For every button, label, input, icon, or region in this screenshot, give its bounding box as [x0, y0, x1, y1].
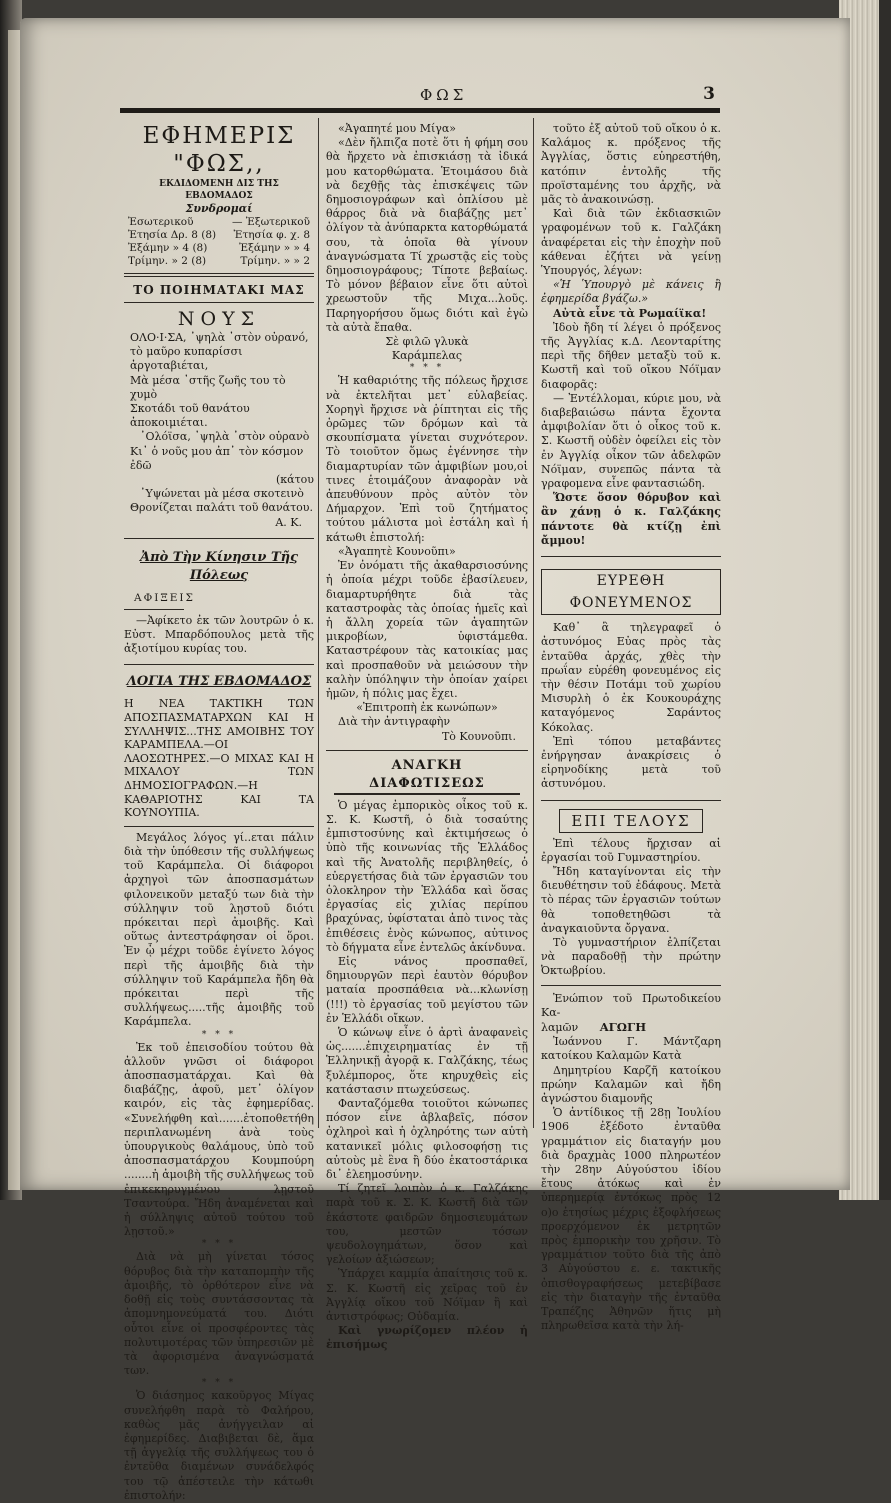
section-rule	[326, 750, 528, 751]
anagki-continued: — Ἐντέλλομαι, κύριε μου, νὰ διαβεβαιώσω πάντα ἔχοντα ἀμφιβολίαν ὅτι ὁ οἶκος τοῦ κ. Σ. Κωστῆ οὐδὲν ὀφείλει εἰς τὸν ἐν Ἀγγλίᾳ οἶκον τῶν ἀδελφῶν Νόϊμαν, συνεπῶς πάντα τὰ γραφομενα εἶνε φαντασιώδη.	[541, 391, 721, 491]
logia-section-header: ΛΟΓΙΑ ΤΗΣ ΕΒΔΟΜΑΔΟΣ	[126, 674, 312, 690]
letter-paragraph: «Δὲν ἤλπιζα ποτὲ ὅτι ἡ φήμη σου θὰ ἤρχετο νὰ ἐπισκιάσῃ τὰ ἰδικά μου κατορθώματα. Ἑτοιμάσου διὰ νὰ δεχθῇς τὰς ἐπισκέψεις τῶν δημοσιογράφων καὶ ὁπλίσου μὲ θάρρος διὰ νὰ διαβάζῃς μετ᾽ ὀλίγον τὰ ἀνύπαρκτα κατορθώματά σου, τὰ ὁποῖα θὰ γίνουν ἀναγνώσματα Τί χρωστᾷς εἰς τοὺς δημοσιογράφους; Τίποτε βεβαίως. Τὸ μόνον βέβαιον εἶνε ὅτι αὐτοὶ χρεωστοῦν τῆς Μιχα...λοῦς. Παρηγορήσου ὅμως διότι καὶ ἐγὼ τὰ αὐτὰ ἔπαθα.	[326, 136, 528, 334]
logia-section	[124, 673, 314, 1502]
logia-subtitle: Η ΝΕΑ ΤΑΚΤΙΚΗ ΤΩΝ ΑΠΟΣΠΑΣΜΑΤΑΡΧΩΝ ΚΑΙ Η ΣΥΛΛΗΨΙΣ...ΤΗΣ ΑΜΟΙΒΗΣ ΤΟΥ ΚΑΡΑΜΠΕΛΑ.—ΟΙ ΛΑΟΣΩΤΗΡΕΣ.—Ο ΜΙΧΑΣ ΚΑΙ Η ΜΙΧΑΛΟΥ ΤΩΝ ΔΗΜΟΣΙΟΓΡΑΦΩΝ.—Η ΚΑΘΑΡΙΟΤΗΣ ΚΑΙ ΤΑ ΚΟΥΝΟΥΠΙΑ.	[124, 697, 314, 820]
anagki-paragraph: Καὶ γνωρίζομεν πλέον ἡ ἐπισήμως	[326, 1324, 528, 1352]
anagki-paragraph: Φανταζόμεθα τοιοῦτοι κώνωπες πόσον εἶνε ἀβλαβεῖς, πόσον ὀχληροὶ καὶ ἡ ὀχληρότης των αὐτὴ κατανικεῖ μόλις φιλοσοφήσῃ τις αὐτοὺς μὲ ἓνα ἢ δύο ἑκατοστάρικα δι᾽ ἐλεημοσύνην.	[326, 1097, 528, 1182]
separator-stars: * * *	[201, 1378, 237, 1389]
anagki-paragraph: Τί ζητεῖ λοιπὸν ὁ κ. Γαλζάκης παρὰ τοῦ κ. Σ. Κ. Κωστῆ διὰ τῶν ἑκάστοτε φαιδρῶν δημοσιευμάτων του, μεστῶν τόσων ψευδολογημάτων, ὅσον καὶ γελοίων ἀξιώσεων;	[326, 1182, 528, 1267]
poem-line: τὸ μαῦρο κυπαρίσσι ἀργοταβιέται,	[130, 345, 243, 373]
poem-line: Μὰ μέσα ᾽στῆς ζωῆς του τὸ χυμὸ	[130, 373, 286, 401]
section-rule	[541, 800, 721, 801]
city-section-header: Ἀπὸ Τὴν Κίνησιν Τῆς Πόλεως	[140, 549, 298, 583]
agogi-paragraph: Δημητρίου Καρζῆ κατοίκου πρώην Καλαμῶν καὶ ἤδη ἀγνώστου διαμονῆς	[541, 1063, 721, 1105]
cleanliness-paragraph: Ἡ καθαριότης τῆς πόλεως ἤρχισε νὰ ἐκτελῆται μετ᾽ εὐλαβείας. Χορηγὶ ἤρχισε νὰ ῥίπτηται εἰς τῆς ὁρῶμες τῶν δρόμων καὶ τὰ σκουπίσματα γίνεται συχνότερον. Τὸ τοιοῦτον ὅμως ἐγέννησε τὴν διαμαρτυρίαν τῶν ἀμφιβίων μου,οἱ τινες ἑτοιμάζουν ἀναφορὰν νὰ ἀπευθύνουν πρὸς αὐτὸν τὸν Δήμαρχον. Ἐπὶ τοῦ ζητήματος τούτου μάλιστα μοὶ ἐστάλη καὶ ἡ κάτωθι ἐπιστολή:	[326, 374, 528, 544]
section-rule	[124, 538, 314, 539]
finally-paragraph: Τὸ γυμναστήριον ἐλπίζεται νὰ παραδοθῇ τὴν πρώτην Ὀκτωβρίου.	[541, 935, 721, 978]
found-murdered-paragraph: Καθ᾽ ἃ τηλεγραφεῖ ὁ ἀστυνόμος Εὐας πρὸς τὰς ἐνταῦθα ἀρχάς, χθὲς τὴν πρωΐαν εὑρέθη φονευμένος εἰς τὴν θέσιν Ποτάμι τοῦ χωρίου Μισυρλὴ ὁ ἐκ Κουκουράχης καταγόμενος Σαράντος Κόκολας.	[541, 621, 721, 734]
arrivals-text: —Ἀφίκετο ἐκ τῶν λουτρῶν ὁ κ. Εὐστ. Μπαρδόπουλος μετὰ τῆς ἀξιοτίμου κυρίας του.	[124, 613, 314, 656]
anagki-paragraph: Εἰς νάνος προσπαθεῖ, δημιουργῶν περὶ ἑαυτὸν θόρυβον ματαία προσπάθεια νὰ...κλωνίσῃ (!!!) τὸ ἐργασίας τοῦ μεγίστου τῶν ἐν Ἑλλάδι οἴκων.	[326, 954, 528, 1025]
separator-stars: * * *	[201, 1239, 237, 1250]
found-murdered-header: ΕΥΡΕΘΗ ΦΟΝΕΥΜΕΝΟΣ	[541, 569, 721, 615]
agogi-paragraph: Ὁ ἀντίδικος τῇ 28ῃ Ἰουλίου 1906 ἐξέδοτο ἐνταῦθα γραμμάτιον εἰς διαταγήν μου διὰ δραχμὰς 1000 πληρωτέον τὴν 28ην Αὐγούστου ἰδίου ἔτους ἀτόκως καὶ ἐν ὑπερημερίᾳ ἐντόκως πρὸς 12 ο)ο ἐτησίως μέχρις ἐξοφλήσεως προερχόμενον ἐκ μετρητῶν πρὸς ἐμπορικὴν του χρῆσιν. Τὸ γραμμάτιον τοῦτο διὰ τῆς ἀπὸ 3 Αὐγούστου ε. ε. τακτικῆς ὀπισθογραφήσεως μετεβίβασε εἰς τὴν διαταγὴν τῆς ἐνταῦθα Τραπέζης Ἀθηνῶν ἥτις μὴ πληρωθεῖσα κατὰ τὴν λή-	[541, 1106, 721, 1333]
found-murdered-paragraph: Ἐπὶ τόπου μεταβάντες ἐνήργησαν ἀνακρίσεις ὁ εἰρηνοδίκης μετὰ τοῦ ἀστυνόμου.	[541, 734, 721, 791]
subhead-rule	[124, 609, 184, 610]
arrivals-subhead: ΑΦΙΞΕΙΣ	[134, 591, 195, 604]
section-rule	[124, 302, 314, 303]
column-rule-2	[533, 118, 534, 1128]
finally-section	[541, 809, 721, 979]
column-rule-1	[318, 118, 319, 1128]
separator-stars: * * *	[409, 363, 445, 374]
section-rule	[124, 273, 314, 277]
section-rule	[124, 664, 314, 665]
subscription-row: Ἐσωτερικοῦ — Ἐξωτερικοῦ	[128, 216, 310, 228]
poem-section-header: ΤΟ ΠΟΙΗΜΑΤΑΚΙ ΜΑΣ	[133, 283, 305, 297]
letter-salutation: «Ἀγαπητέ μου Μίγα»	[338, 122, 457, 135]
logia-paragraph: Ὁ διάσημος κακοῦργος Μίγας συνελήφθη παρὰ τὸ Φαλήρου, καθὼς μᾶς ἀνήγγειλαν αἱ ἐφημερίδες. Διαβιβεται δὲ, ἅμα τῇ ἀγγελίᾳ τῆς συλλήψεως του ὁ ἐντεῦθα διαμένων συνάδελφός του τῷ ἀπέστειλε τὴν κάτωθι ἐπιστολήν:	[124, 1389, 314, 1502]
court-line	[541, 1020, 721, 1035]
anagki-section	[326, 757, 528, 1353]
column-3	[541, 122, 721, 1333]
column-2	[326, 122, 528, 1352]
court-line-prefix: λαμῶν	[541, 1020, 579, 1034]
anagki-paragraph: Ὁ κώνωψ εἶνε ὁ ἀρτὶ ἀναφανεὶς ὡς.......ἐπιχειρηματίας ἐν τῇ Ἑλληνικῇ ἀγορᾷ κ. Γαλζάκης, τέως ξυλέμπορος, ὅτε κηρυχθεὶς εἰς κατάστασιν πτωχεύσεως.	[326, 1025, 528, 1096]
poem-line: Σκοτάδι τοῦ θανάτου ἀποκοιμιέται.	[130, 402, 250, 430]
subscriptions-label: Συνδρομαί	[185, 202, 253, 215]
separator-stars: * * *	[201, 1029, 237, 1040]
running-head-title: ΦΩΣ	[420, 86, 468, 104]
section-rule	[124, 826, 314, 827]
logia-paragraph: Ἐκ τοῦ ἐπεισοδίου τούτου θὰ ἀλλοῦν γνῶσι οἱ διάφοροι ἀποσπασματάρχαι. Καὶ θὰ διαβάζῃς, ἀφοῦ, μετ᾽ ὀλίγον καιρόν, εἰς τὰς ἐφημερίδας. «Συνελήφθη καὶ.......ἐτοποθετήθη περιπλανωμένη ἀνὰ τοὺς ὑπουργικοὺς θαλάμους, ὑπὸ τοῦ ἀποσπασματάρχου Κουμπούρη ........ἡ ἀμοιβὴ τῆς συλλήψεως τοῦ ἐπικεκηρυγμένου λῃστοῦ Τσαντούρα. Ἤδη ἀναμένεται καὶ ἡ σύλληψις αὐτοῦ τούτου τοῦ λῃστοῦ.»	[124, 1040, 314, 1239]
letter-salutation: «Ἀγαπητὲ Κουνοῦπι»	[338, 544, 456, 558]
poem-line: ΟΛΟ·Ι·ΣΑ, ᾽ψηλὰ ᾽στὸν οὐρανό,	[130, 331, 309, 344]
header-rule	[120, 108, 720, 113]
section-rule	[541, 556, 721, 557]
finally-paragraph: Ἐπὶ τέλους ἤρχισαν αἱ ἐργασίαι τοῦ Γυμναστηρίου.	[541, 836, 721, 864]
agogi-section	[541, 992, 721, 1334]
anagki-paragraph: Ὁ μέγας ἐμπορικὸς οἶκος τοῦ κ. Σ. Κ. Κωστῆ, ὁ διὰ τοσαύτης ἐμπιστοσύνης καὶ ἐκτιμήσεως ὁ ὑπὸ τῆς κοινωνίας τῆς Ἑλλάδος καὶ τῆς Ἀνατολῆς περιβληθείς, ὁ εὐεργετήσας διὰ τῶν ἐργασιῶν του ὁλοκληρον τὴν Ἑλλάδα καὶ ὅσας ἐργασίας εἰς χιλίας περίπου βραχύνας, ὑφίσταται ἀπὸ τινος τὰς ἐπιθέσεις ἑνὸς κώνωπος, αὐτινος τὸ δήγματα εἶνε ἐντελῶς ἀκίνδυνα.	[326, 798, 528, 954]
letter-signature: Καράμπελας	[391, 349, 463, 363]
poem-line: ᾽Υψώνεται μὰ μέσα σκοτεινὸ	[140, 487, 304, 501]
subscription-row: Ἐτησία Δρ. 8 (8) Ἐτησία φ. χ. 8	[128, 229, 310, 241]
column-1	[124, 122, 314, 1502]
section-rule	[541, 985, 721, 986]
poem-line: Κι᾽ ὁ νοῦς μου ἀπ᾽ τὸν κόσμον ἐδῶ	[130, 444, 304, 472]
city-section	[124, 549, 314, 657]
poem-line: (κάτου	[276, 473, 314, 487]
logia-paragraph: Μεγάλος λόγος γί..εται πάλιν διὰ τὴν ὑπόθεσιν τῆς συλλήψεως τοῦ Καράμπελα. Οἱ διάφοροι ἀρχηγοὶ τῶν ἀποσπασμάτων φιλονεικοῦν μεταξύ των διὰ τὴν σύλληψιν τοῦ λῃστοῦ διότι πρόκειται περὶ ἀμοιβῆς. Καὶ οὕτως ἀντεστράφησαν οἱ ὅροι. Ἐν ᾧ μέχρι τοῦδε ἐγίνετο λόγος περὶ τῆς ἀμοιβῆς διὰ τὴν σύλληψιν τοῦ Καράμπελα ἤδη θὰ πρόκειται περὶ τῆς συλλήψεως.....τῆς ἀμοιβῆς τοῦ Καράμπελα.	[124, 830, 314, 1029]
agogi-title: ΑΓΩΓΗ	[599, 1019, 647, 1034]
anagki-continued: τοῦτο ἐξ αὐτοῦ τοῦ οἴκου ὁ κ. Καλάμος κ. πρόξενος τῆς Ἀγγλίας, ὅστις εὐηρεστήθη, κατόπιν ἐντολῆς τῆς προϊσταμένης του ἀρχῆς, νὰ μᾶς τὸ ἀνακοινώσῃ.	[541, 122, 721, 207]
letter-signature: Διὰ τὴν ἀντιγραφὴν	[338, 715, 451, 729]
anagki-conclusion: Ὥστε ὅσον θόρυβον καὶ ἂν χάνῃ ὁ κ. Γαλζάκης πάντοτε θὰ κτίζῃ ἐπὶ ἄμμου!	[541, 491, 721, 547]
found-murdered-section	[541, 569, 721, 791]
anagki-continued: Ἰδοὺ ἤδη τί λέγει ὁ πρόξενος τῆς Ἀγγλίας κ.Δ. Λεονταρίτης περὶ τῆς δῆθεν μεταξὺ τοῦ κ. Κωστῆ καὶ τοῦ οἴκου Νόϊμαν διαφορᾶς:	[541, 320, 721, 391]
anagki-paragraph: Ὑπάρχει καμμία ἀπαίτησις τοῦ κ. Σ. Κ. Κωστῆ εἰς χεῖρας τοῦ ἐν Ἀγγλίᾳ οἴκου τοῦ Νόϊμαν ἢ καὶ ἀντιστρόφως; Οὐδαμία.	[326, 1267, 528, 1324]
masthead-subtitle: ΕΚΔΙΔΟΜΕΝΗ ΔΙΣ ΤΗΣ ΕΒΔΟΜΑΔΟΣ	[159, 179, 279, 201]
finally-header: ΕΠΙ ΤΕΛΟΥΣ	[559, 809, 703, 833]
poem-title: ΝΟΥΣ	[177, 308, 261, 330]
poem-section	[124, 282, 314, 530]
subscription-row: Τρίμην. » 2 (8) Τρίμην. » » 2	[128, 255, 310, 267]
poem-line: ᾽Ολόϊσα, ᾽ψηλὰ ᾽στὸν οὐρανὸ	[140, 430, 310, 444]
letter-signature: Τὸ Κουνοῦπι.	[441, 729, 516, 743]
letter-paragraph: Ἐν ὀνόματι τῆς ἀκαθαρσιοσύνης ἡ ὁποία μέχρι τοῦδε ἐβασίλευεν, διαμαρτυρήθητε διὰ τὰς καταστροφὰς τὰς ὁποίας ἡμεῖς καὶ ἡ ἄλλη χορεία τῶν ἀγαπητῶν μικροβίων, ὑφιστάμεθα. Καταστρέφουν τὰς κατοικίας μας καὶ προσπαθοῦν νὰ μειώσουν τὴν καλὴν ὑπόληψιν τὴν ὁποίαν χαίρει ἡμῶν, ἡ πόλις μας ἔχει.	[326, 559, 528, 700]
letter-closing: Σὲ φιλῶ γλυκὰ	[385, 335, 469, 349]
logia-paragraph: Διὰ νὰ μὴ γίνεται τόσος θόρυβος διὰ τὴν καταπομπὴν τῆς ἀμοιβῆς, τὸ ὀρθότερον εἶνε νὰ δοθῇ εἰς τοὺς συντάσσοντας τὰ ἀπομνημονεύματά του. Διότι οὗτοι εἶνε οἱ προσφέροντες τὰς πολυτιμοτέρας τῶν ὑπηρεσιῶν μὲ τὰ ἀφορισμένα ἀναγνώσματά των.	[124, 1250, 314, 1378]
letter-signature: «Ἐπιτροπὴ ἐκ κωνώπων»	[356, 701, 498, 715]
anagki-header: ΑΝΑΓΚΗ ΔΙΑΦΩΤΙΣΕΩΣ	[334, 757, 520, 795]
poem-line: Θρονίζεται παλάτι τοῦ θανάτου.	[130, 501, 313, 515]
anagki-quote: «Ἡ Ὑπουργὸ μὲ κάνεις ἢ ἐφημερίδα βγάζω.»	[541, 278, 721, 306]
anagki-exclamation: Αὐτὰ εἶνε τὰ Ρωμαίϊκα!	[553, 306, 707, 320]
finally-paragraph: Ἤδη καταγίνονται εἰς τὴν διευθέτησιν τοῦ ἐδάφους. Μετὰ τὸ πέρας τῶν ἐργασιῶν τούτων θὰ τοποθετηθῶσι τὰ ἀναγκαιοῦντα ὄργανα.	[541, 864, 721, 935]
agogi-paragraph: Ἰωάννου Γ. Μάντζαρη κατοίκου Καλαμῶν Κατὰ	[541, 1035, 721, 1063]
anagki-continued: Καὶ διὰ τῶν ἐκδιασκιῶν γραφομένων τοῦ κ. Γαλζάκη ἀναφέρεται εἰς τὴν ἐποχὴν ποῦ κάθεναι ἐζήτει νὰ γείνῃ Ὑπουργός, λέγων:	[541, 207, 721, 278]
poem-signature: Α. Κ.	[275, 515, 302, 529]
court-line: Ἐνώπιον τοῦ Πρωτοδικείου Κα-	[541, 991, 721, 1019]
masthead	[124, 122, 314, 268]
masthead-title: ΕΦΗΜΕΡΙΣ "ΦΩΣ,,	[142, 123, 296, 177]
page-number: 3	[703, 84, 715, 104]
subscription-row: Ἐξάμην » 4 (8) Ἐξάμην » » 4	[128, 242, 310, 254]
